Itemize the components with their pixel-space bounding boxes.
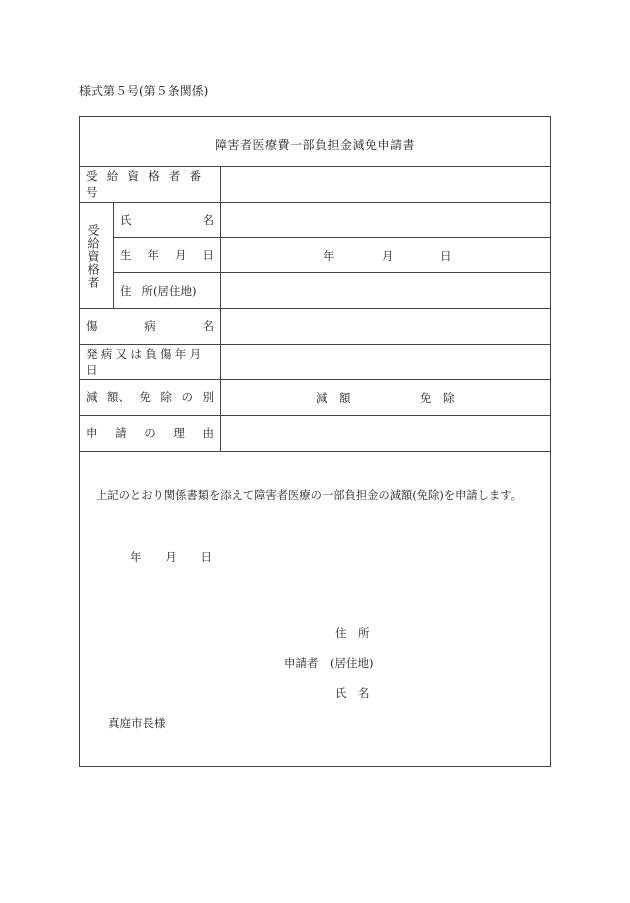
onset-date-label: [86, 347, 214, 377]
birthdate-label-part: 月: [175, 248, 187, 262]
day-marker: 日: [440, 249, 452, 263]
date-year: 年: [130, 550, 142, 564]
reason-label: [86, 426, 214, 440]
birthdate-label-part: 日: [202, 248, 214, 262]
date-month: 月: [165, 550, 177, 564]
reduction-type-label-part: の: [181, 390, 193, 404]
name-label-part: 氏: [120, 213, 132, 227]
reduction-type-label-part: 減: [86, 390, 98, 404]
applicant-role-label: 申請者: [284, 656, 319, 670]
illness-label-part: 名: [202, 319, 214, 333]
name-label: [120, 213, 214, 227]
address-field[interactable]: [221, 273, 550, 308]
month-marker: 月: [382, 249, 394, 263]
birthdate-field[interactable]: [221, 238, 550, 272]
recipient-number-label-text: 受給資格者番号: [86, 169, 211, 199]
reduction-type-label-part: 免: [139, 390, 151, 404]
reduction-type-label-part: 除: [160, 390, 172, 404]
reason-label-part: 由: [202, 426, 214, 440]
applicant-address-label: 住 所: [335, 626, 370, 640]
applicant-residence-label: (居住地): [330, 656, 374, 670]
address-label: [120, 284, 214, 298]
reason-label-part: の: [144, 426, 156, 440]
birthdate-label-part: 年: [147, 248, 159, 262]
illness-label-part: 病: [144, 319, 156, 333]
column-divider: [113, 202, 114, 308]
name-label-part: 名: [202, 213, 214, 227]
row-divider: [79, 451, 551, 452]
addressee: 真庭市長様: [108, 716, 166, 730]
reduction-type-label: [86, 390, 214, 404]
reduction-option[interactable]: 減 額: [316, 391, 351, 405]
onset-date-label-text: 発病又は負傷年月日: [86, 347, 205, 377]
declaration-text: 上記のとおり関係書類を添えて障害者医療の一部負担金の減額(免除)を申請します。: [96, 489, 522, 502]
birthdate-label-part: 生: [120, 248, 132, 262]
recipient-number-field[interactable]: [221, 167, 550, 202]
reduction-type-label-part: 別: [202, 390, 214, 404]
year-marker: 年: [323, 249, 335, 263]
reduction-type-label-part: 額、: [107, 390, 130, 404]
reason-label-part: 申: [86, 426, 98, 440]
onset-date-field[interactable]: [221, 345, 550, 379]
reduction-type-field: [221, 380, 550, 415]
form-number: 様式第５号(第５条関係): [79, 84, 209, 98]
reason-label-part: 請: [115, 426, 127, 440]
recipient-group-label: 受給資格者: [86, 224, 100, 289]
date-day: 日: [200, 550, 212, 564]
birthdate-label: [120, 248, 214, 262]
form-title: 障害者医療費一部負担金減免申請書: [214, 138, 415, 152]
address-label-part: 住: [120, 284, 132, 298]
name-field[interactable]: [221, 203, 550, 237]
exemption-option[interactable]: 免 除: [420, 391, 455, 405]
illness-field[interactable]: [221, 309, 550, 344]
reason-field[interactable]: [221, 416, 550, 451]
reason-label-part: 理: [173, 426, 185, 440]
illness-label-part: 傷: [86, 319, 98, 333]
application-date[interactable]: [130, 549, 212, 565]
recipient-number-label: [86, 169, 214, 199]
address-label-part: 所(居住地): [141, 284, 197, 298]
applicant-name-label: 氏 名: [335, 686, 370, 700]
illness-label: [86, 319, 214, 333]
